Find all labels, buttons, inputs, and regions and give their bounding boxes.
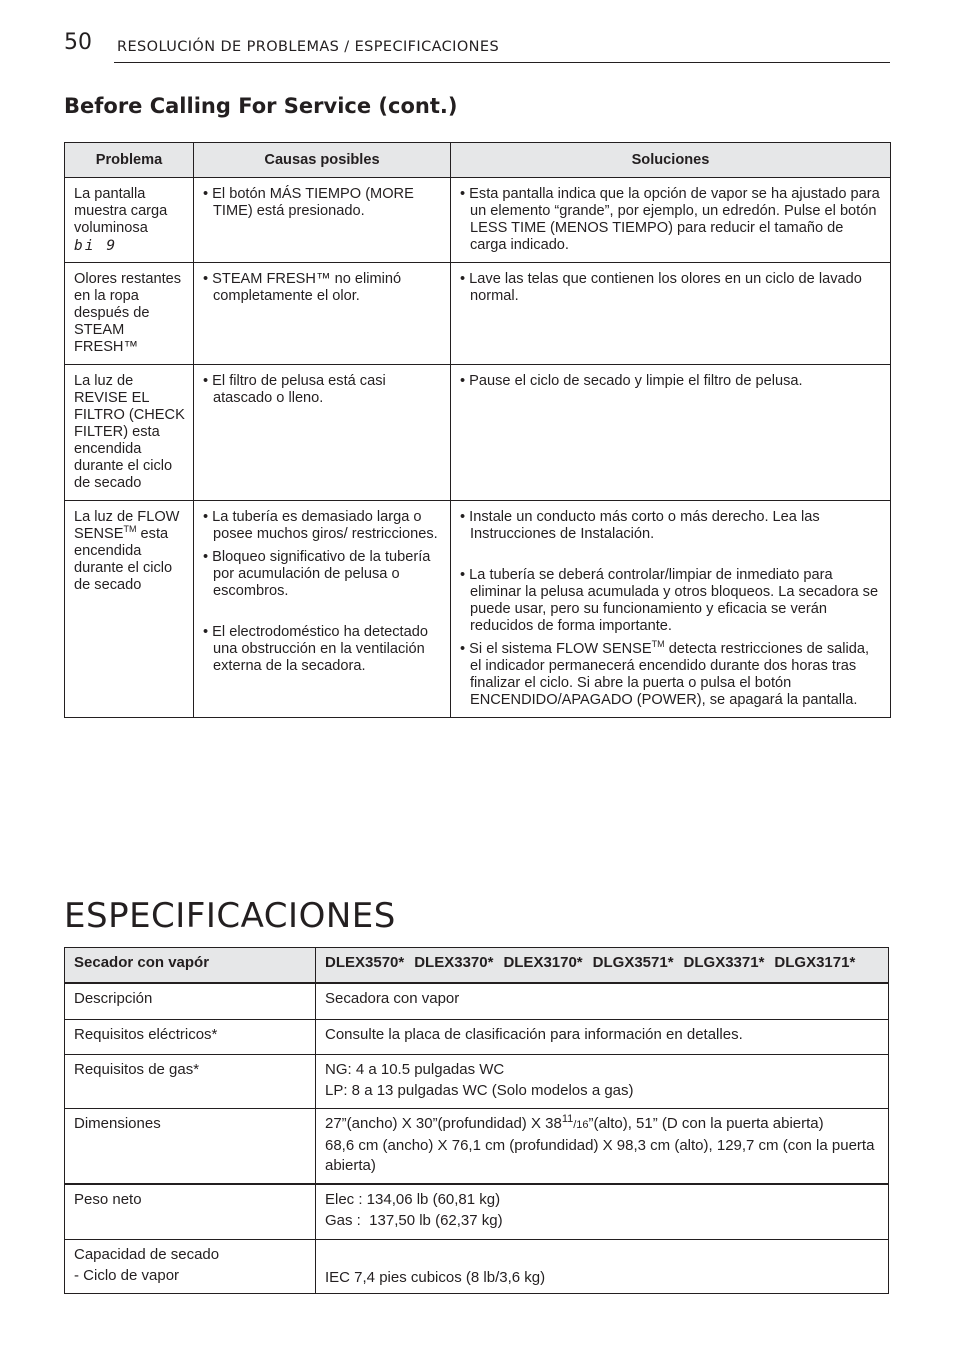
problem-cell (65, 263, 194, 365)
solution-item: • La tubería se deberá controlar/limpiar de inmediato para eliminar la pelusa acumulada y otros bloqueos. La secadora se puede usar, pero su funcionamiento y eficacia se verán reducidos de forma importante. (460, 567, 882, 635)
spec-row (65, 1240, 889, 1294)
trademark-mark: TM (123, 524, 137, 535)
display-code: bi 9 (74, 237, 118, 254)
spec-value-line: Gas : 137,50 lb (62,37 kg) (325, 1211, 503, 1229)
problem-cell (65, 178, 194, 263)
page-header-title: RESOLUCIÓN DE PROBLEMAS / ESPECIFICACIONES (117, 39, 500, 55)
spec-value-line: 68,6 cm (ancho) X 76,1 cm (profundidad) X 98,3 cm (alto), 129,7 cm (con la puerta abierta) (325, 1136, 875, 1174)
spec-value-line (325, 1114, 879, 1136)
causes-cell (194, 263, 451, 365)
solution-item: • Lave las telas que contienen los olores en un ciclo de lavado normal. (460, 271, 882, 305)
spec-value-line: Elec : 134,06 lb (60,81 kg) (325, 1191, 501, 1208)
specifications-title: ESPECIFICACIONES (64, 896, 396, 936)
fraction-numerator: 11 (561, 1113, 574, 1125)
solution-item: • Esta pantalla indica que la opción de vapor se ha ajustado para un elemento “grande”, por ejemplo, un edredón. Pulse el botón LESS TIME (MENOS TIEMPO) para reducir el tamaño de carga indicado. (460, 186, 882, 254)
spec-value: Secadora con vapor (316, 983, 889, 1020)
spec-row (65, 1020, 889, 1055)
solutions-cell (451, 263, 891, 365)
spec-label: Requisitos de gas* (65, 1055, 316, 1109)
section-title: Before Calling For Service (cont.) (64, 94, 458, 118)
problem-text: Olores restantes en la ropa después de STEAM FRESH™ (74, 271, 182, 355)
dimension-text-start: 27”(ancho) X 30”(profundidad) X 38 (325, 1115, 562, 1132)
troubleshooting-table (64, 142, 891, 718)
spec-label: Requisitos eléctricos* (65, 1020, 316, 1055)
cause-item: • El filtro de pelusa está casi atascado o lleno. (203, 373, 442, 407)
spec-label-line: Capacidad de secado (74, 1246, 220, 1263)
model-number: DLEX3170* (503, 954, 583, 971)
header-rule (114, 62, 890, 63)
causes-cell (194, 365, 451, 501)
problem-cell (65, 501, 194, 718)
cause-item: • El botón MÁS TIEMPO (MORE TIME) está presionado. (203, 186, 442, 220)
problem-text-start: La luz de FLOW SENSE (74, 509, 180, 542)
solution-item: • Pause el ciclo de secado y limpie el filtro de pelusa. (460, 373, 882, 390)
spec-row (65, 983, 889, 1020)
spec-row (65, 1109, 889, 1185)
problem-cell (65, 365, 194, 501)
column-header-causes: Causas posibles (194, 143, 451, 178)
fraction-denominator: /16 (573, 1119, 589, 1131)
spec-value (316, 1184, 889, 1240)
problem-text: La pantalla muestra carga voluminosa (74, 186, 168, 236)
cause-item: • Bloqueo significativo de la tubería por acumulación de pelusa o escombros. (203, 549, 442, 600)
spec-value-line: NG: 4 a 10.5 pulgadas WC (325, 1061, 505, 1078)
spec-row (65, 1055, 889, 1109)
spec-value-line: LP: 8 a 13 pulgadas WC (Solo modelos a gas) (325, 1081, 634, 1099)
model-number: DLGX3371* (683, 954, 765, 971)
trademark-mark: TM (651, 639, 665, 650)
model-number: DLEX3570* (325, 954, 405, 971)
spec-label: Descripción (65, 983, 316, 1020)
solution-item: • Instale un conducto más corto o más derecho. Lea las Instrucciones de Instalación. (460, 509, 882, 543)
table-row (65, 365, 891, 501)
solution-text-end: detecta restricciones de salida, el indicador permanecerá encendido durante dos horas tras finalizar el ciclo. Si abre la puerta o pulsa el botón ENCENDIDO/APAGADO (POWER), se apagará la pantalla. (470, 641, 870, 708)
solution-item (460, 641, 882, 709)
causes-cell (194, 178, 451, 263)
model-number: DLGX3171* (774, 954, 856, 971)
spec-value (316, 1109, 889, 1185)
model-list (316, 948, 889, 984)
cause-item: • STEAM FRESH™ no eliminó completamente el olor. (203, 271, 442, 305)
spec-value (316, 1055, 889, 1109)
column-header-problem: Problema (65, 143, 194, 178)
causes-cell (194, 501, 451, 718)
column-header-solutions: Soluciones (451, 143, 891, 178)
dimension-text-end: ”(alto), 51” (D con la puerta abierta) (588, 1115, 824, 1132)
spec-value: IEC 7,4 pies cubicos (8 lb/3,6 kg) (316, 1240, 889, 1294)
problem-text (74, 509, 185, 594)
specifications-table (64, 947, 889, 1294)
solution-text-start: Si el sistema FLOW SENSE (469, 641, 652, 657)
spec-row (65, 1184, 889, 1240)
table-header-row (65, 143, 891, 178)
solutions-cell (451, 178, 891, 263)
spec-label: Peso neto (65, 1184, 316, 1240)
spec-value: Consulte la placa de clasificación para información en detalles. (316, 1020, 889, 1055)
cause-item: • El electrodoméstico ha detectado una obstrucción en la ventilación externa de la secadora. (203, 624, 442, 675)
table-row (65, 501, 891, 718)
spec-label: Dimensiones (65, 1109, 316, 1185)
spec-label-line: - Ciclo de vapor (74, 1266, 180, 1284)
cause-item: • La tubería es demasiado larga o posee muchos giros/ restricciones. (203, 509, 442, 543)
model-number: DLGX3571* (592, 954, 674, 971)
spec-label (65, 1240, 316, 1294)
page-number: 50 (64, 30, 92, 55)
solutions-cell (451, 365, 891, 501)
spec-header-row (65, 948, 889, 984)
problem-text: La luz de REVISE EL FILTRO (CHECK FILTER) esta encendida durante el ciclo de secado (74, 373, 185, 491)
table-row (65, 178, 891, 263)
solutions-cell (451, 501, 891, 718)
problem-text-end: esta encendida durante el ciclo de secado (74, 526, 173, 593)
table-row (65, 263, 891, 365)
spec-header-label: Secador con vapór (65, 948, 316, 984)
model-number: DLEX3370* (414, 954, 494, 971)
